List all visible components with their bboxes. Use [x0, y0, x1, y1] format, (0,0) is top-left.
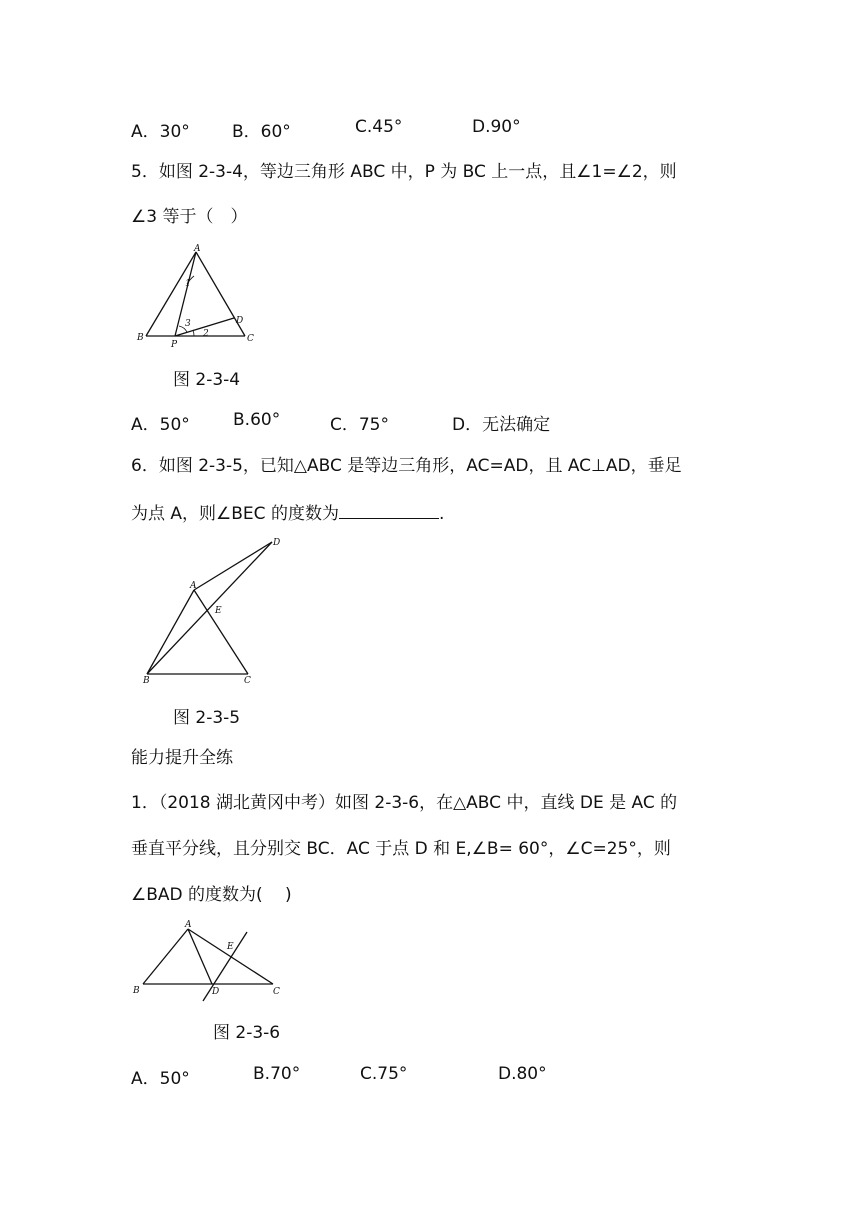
label-b: B: [137, 333, 144, 343]
figure-2-3-6: [130, 916, 290, 1002]
label-d: D: [212, 987, 220, 997]
figure-2-3-4: [134, 242, 264, 350]
q4-option-c: C.45°: [355, 117, 403, 137]
q5-figure-caption: 图 2-3-4: [173, 370, 241, 390]
q1-stem-line3: ∠BAD 的度数为( ): [131, 885, 292, 905]
q1-figure-caption: 图 2-3-6: [213, 1023, 281, 1043]
label-e: E: [215, 606, 222, 616]
q6-stem-line1: 6．如图 2-3-5，已知△ABC 是等边三角形，AC=AD，且 AC⊥AD，垂足: [131, 456, 682, 476]
q5-option-b: B.60°: [233, 410, 281, 430]
q1-option-b: B.70°: [253, 1064, 301, 1084]
q5-option-a: A．50°: [131, 415, 190, 435]
q1-stem-line2: 垂直平分线，且分别交 BC．AC 于点 D 和 E,∠B= 60°，∠C=25°，则: [131, 839, 671, 859]
label-c: C: [273, 987, 280, 997]
q5-option-c: C．75°: [330, 415, 390, 435]
q5-option-d: D．无法确定: [452, 415, 551, 435]
label-p: P: [171, 340, 178, 350]
q6-figure-caption: 图 2-3-5: [173, 708, 241, 728]
segment-bd: [147, 542, 272, 674]
label-b: B: [133, 986, 140, 996]
label-angle-2: 2: [203, 329, 209, 339]
edge-ac: [188, 929, 273, 984]
q1-option-c: C.75°: [360, 1064, 408, 1084]
label-c: C: [247, 334, 254, 344]
label-angle-3: 3: [185, 319, 191, 329]
q4-option-d: D.90°: [472, 117, 521, 137]
q5-stem-line1: 5．如图 2-3-4，等边三角形 ABC 中，P 为 BC 上一点，且∠1=∠2，则: [131, 162, 677, 182]
q1-option-d: D.80°: [498, 1064, 547, 1084]
label-a: A: [194, 244, 201, 254]
q6-stem-period: .: [438, 504, 445, 524]
label-a: A: [185, 920, 192, 930]
label-b: B: [143, 676, 150, 686]
q1-stem-line1: 1．（2018 湖北黄冈中考）如图 2-3-6，在△ABC 中，直线 DE 是 AC 的: [131, 793, 678, 813]
q6-answer-blank: [339, 500, 439, 519]
edge-ab: [143, 929, 188, 984]
label-d: D: [236, 316, 244, 326]
section-title: 能力提升全练: [131, 748, 233, 768]
q4-option-a: A．30°: [131, 122, 190, 142]
label-c: C: [244, 676, 251, 686]
label-angle-1: 1: [185, 279, 191, 289]
edge-ac: [194, 590, 248, 674]
q6-stem-text: 为点 A，则∠BEC 的度数为: [131, 504, 339, 524]
q1-option-a: A．50°: [131, 1069, 190, 1089]
label-e: E: [227, 942, 234, 952]
q4-option-b: B．60°: [232, 122, 291, 142]
q5-stem-line2: ∠3 等于（ ）: [131, 207, 248, 227]
q6-stem-line2: [131, 500, 444, 525]
figure-2-3-5: [138, 533, 288, 688]
label-d: D: [273, 538, 281, 548]
label-a: A: [190, 581, 197, 591]
